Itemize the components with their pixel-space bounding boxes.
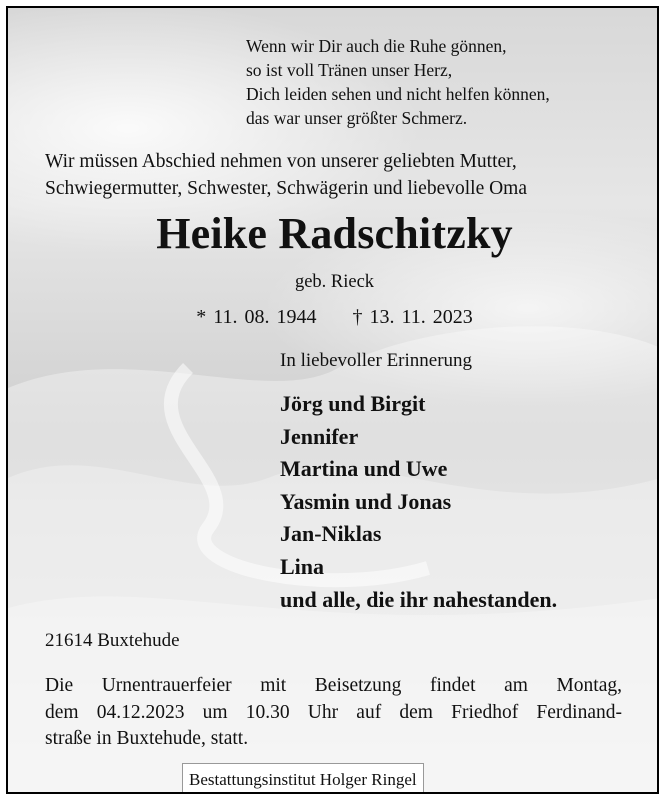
family-list <box>280 388 557 616</box>
family-member: Jan-Niklas <box>280 521 382 547</box>
family-member: Jennifer <box>280 423 359 449</box>
family-member: Lina <box>280 553 325 579</box>
obituary-card <box>6 6 659 794</box>
memory-line: In liebevoller Erinnerung <box>280 350 473 371</box>
funeral-home-label: Bestattungsinstitut Holger Ringel <box>182 763 424 794</box>
family-member: Martina und Uwe <box>280 456 448 482</box>
ceremony-line: Die Urnentrauerfeier mit Beisetzung findet am Montag, <box>45 675 622 696</box>
family-member: Yasmin und Jonas <box>280 488 452 514</box>
life-dates <box>8 306 659 329</box>
poem-line: Wenn wir Dir auch die Ruhe gönnen, <box>246 36 507 56</box>
poem-line: so ist voll Tränen unser Herz, <box>246 60 453 80</box>
city: 21614 Buxtehude <box>45 630 180 651</box>
poem-line: Dich leiden sehen und nicht helfen können, <box>246 84 550 104</box>
birth-date: * 11. 08. 1944 <box>196 306 317 328</box>
ceremony-notice <box>45 673 622 753</box>
intro-line: Schwiegermutter, Schwester, Schwägerin und liebevolle Oma <box>45 178 528 199</box>
ceremony-line: straße in Buxtehude, statt. <box>45 728 249 749</box>
farewell-intro <box>45 148 527 202</box>
ceremony-line: dem 04.12.2023 um 10.30 Uhr auf dem Friedhof Ferdinand- <box>45 701 622 723</box>
poem <box>246 34 550 130</box>
birth-name: geb. Rieck <box>294 272 375 292</box>
family-member: und alle, die ihr nahestanden. <box>280 586 558 612</box>
poem-line: das war unser größter Schmerz. <box>246 108 468 128</box>
family-member: Jörg und Birgit <box>280 391 426 416</box>
death-date: † 13. 11. 2023 <box>352 306 473 328</box>
deceased-name: Heike Radschitzky <box>156 209 513 258</box>
intro-line: Wir müssen Abschied nehmen von unserer geliebten Mutter, <box>45 151 517 172</box>
